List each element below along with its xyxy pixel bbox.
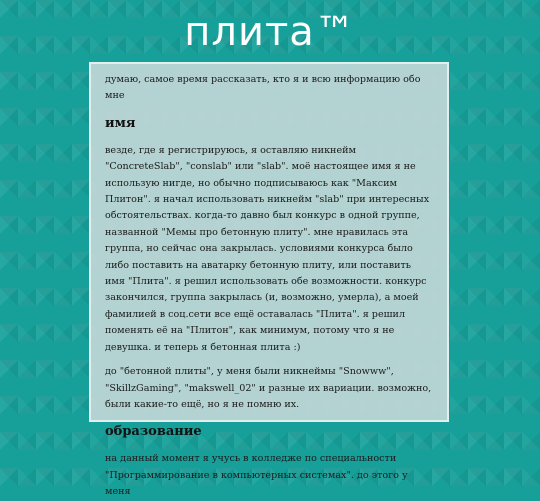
section-heading-name: имя — [105, 115, 136, 131]
name-paragraph-2: до "бетонной плиты", у меня были никнеймы "Snowww", "SkillzGaming", "makswell_02" и разные их вариации. возможно, были какие-то ещё, но я не помню их. — [105, 366, 432, 410]
intro-paragraph: думаю, самое время рассказать, кто я и всю информацию обо мне — [105, 74, 421, 102]
education-paragraph-1: на данный момент я учусь в колледже по специальности "Программирование в компьютерных системах". до этого у меня — [105, 453, 408, 498]
site-header — [0, 0, 540, 62]
section-heading-education: образование — [105, 424, 202, 440]
site-title[interactable]: плита™ — [184, 9, 356, 55]
content-card — [89, 62, 449, 498]
name-paragraph-1: везде, где я регистрируюсь, я оставляю никнейм "ConcreteSlab", "conslab" или "slab". моё настоящее имя я не использую нигде, но обычно подписываюсь как "Максим Плитон". я начал использовать никнейм "slab" при интересных обстоятельствах. когда-то давно был конкурс в одной группе, названной "Мемы про бетонную плиту". мне нравилась эта группа, но сейчас она закрылась. условиями конкурса было либо поставить на аватарку бетонную плиту, или поставить имя "Плита". я решил использовать обе возможности. конкурс закончился, группа закрылась (и, возможно, умерла), а моей фамилией в соц.сети все ещё оставалась "Плита". я решил поменять её на "Плитон", как минимум, потому что я не девушка. и теперь я бетонная плита :) — [105, 144, 430, 353]
